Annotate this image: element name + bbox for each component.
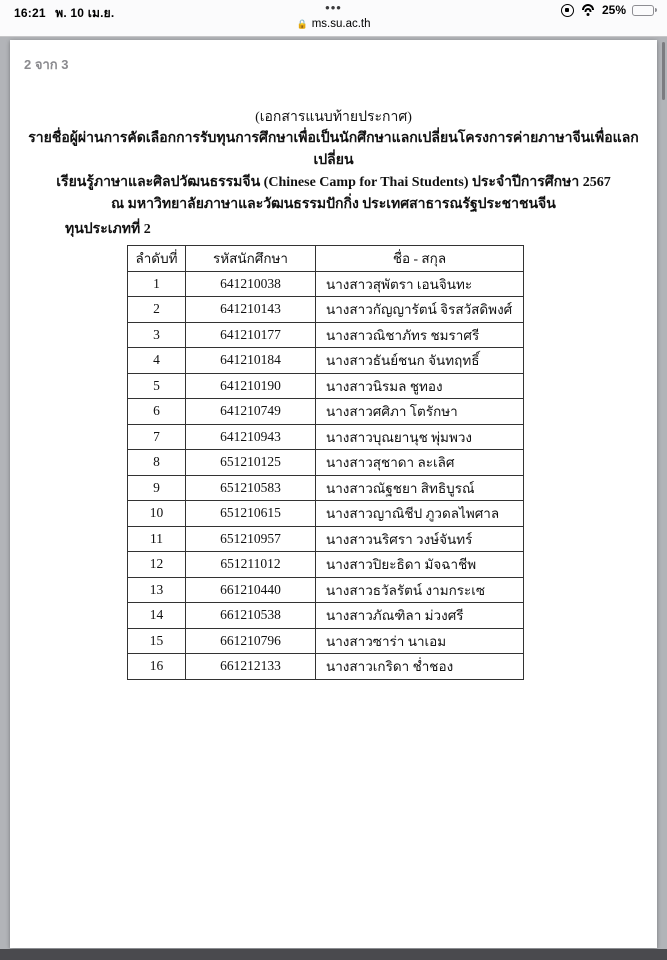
cell-student-id: 641210190	[186, 373, 316, 399]
table-row	[128, 399, 524, 425]
pdf-page	[10, 40, 657, 948]
rotation-lock-icon	[561, 4, 574, 17]
cell-name: นางสาวบุณยานุช พุ่มพวง	[316, 424, 524, 450]
scholarship-type-label: ทุนประเภทที่ 2	[65, 222, 151, 237]
table-header-row	[128, 246, 524, 272]
cell-name: นางสาวศศิภา โตรักษา	[316, 399, 524, 425]
cell-name: นางสาวสุพัตรา เอนจินทะ	[316, 271, 524, 297]
table-row	[128, 322, 524, 348]
table-row	[128, 654, 524, 680]
cell-student-id: 661210796	[186, 628, 316, 654]
table-row	[128, 628, 524, 654]
header-name: ชื่อ - สกุล	[316, 246, 524, 272]
cell-name: นางสาวธวัลรัตน์ งามกระเซ	[316, 577, 524, 603]
table-row	[128, 450, 524, 476]
cell-index: 5	[128, 373, 186, 399]
student-table	[127, 245, 524, 680]
cell-student-id: 651211012	[186, 552, 316, 578]
status-time: 16:21	[14, 6, 46, 20]
cell-student-id: 651210125	[186, 450, 316, 476]
cell-index: 10	[128, 501, 186, 527]
cell-index: 6	[128, 399, 186, 425]
cell-student-id: 641210177	[186, 322, 316, 348]
page-gap	[0, 949, 667, 960]
cell-name: นางสาวธันย์ชนก จันทฤทธิ์	[316, 348, 524, 374]
cell-index: 9	[128, 475, 186, 501]
cell-index: 7	[128, 424, 186, 450]
cell-student-id: 651210615	[186, 501, 316, 527]
cell-student-id: 641210749	[186, 399, 316, 425]
battery-icon	[632, 5, 657, 16]
header-index: ลำดับที่	[128, 246, 186, 272]
cell-index: 2	[128, 297, 186, 323]
table-row	[128, 297, 524, 323]
document-content	[10, 40, 657, 948]
cell-name: นางสาวณัฐชยา สิทธิบูรณ์	[316, 475, 524, 501]
cell-name: นางสาวกัญญารัตน์ จิรสวัสดิพงศ์	[316, 297, 524, 323]
table-row	[128, 603, 524, 629]
table-row	[128, 373, 524, 399]
cell-student-id: 651210583	[186, 475, 316, 501]
address-url: ms.su.ac.th	[311, 18, 371, 30]
cell-name: นางสาวเกริดา ช่ำชอง	[316, 654, 524, 680]
student-table-body	[128, 271, 524, 679]
cell-name: นางสาวญาณิชีป ภูวดลไพศาล	[316, 501, 524, 527]
cell-student-id: 661212133	[186, 654, 316, 680]
page-indicator: 2 จาก 3	[24, 57, 69, 72]
status-date: พ. 10 เม.ย.	[55, 6, 115, 20]
cell-student-id: 641210943	[186, 424, 316, 450]
cell-index: 16	[128, 654, 186, 680]
table-row	[128, 271, 524, 297]
cell-index: 12	[128, 552, 186, 578]
page-menu-button[interactable]: •••	[325, 0, 342, 15]
cell-student-id: 641210143	[186, 297, 316, 323]
cell-student-id: 661210538	[186, 603, 316, 629]
cell-student-id: 641210184	[186, 348, 316, 374]
pdf-viewport[interactable]	[0, 37, 667, 960]
lock-icon: 🔒	[296, 18, 308, 29]
scrollbar[interactable]	[662, 42, 665, 100]
battery-percent: 25%	[601, 3, 626, 17]
title-line-1: รายชื่อผู้ผ่านการคัดเลือกการรับทุนการศึกษาเพื่อเป็นนักศึกษาแลกเปลี่ยนโครงการค่ายภาษาจีนเพื่อแลกเปลี่ยน	[28, 131, 639, 168]
cell-index: 8	[128, 450, 186, 476]
table-row	[128, 552, 524, 578]
cell-name: นางสาวปิยะธิดา มัจฉาชีพ	[316, 552, 524, 578]
wifi-icon	[580, 4, 596, 16]
cell-student-id: 651210957	[186, 526, 316, 552]
cell-name: นางสาวนริศรา วงษ์จันทร์	[316, 526, 524, 552]
table-row	[128, 526, 524, 552]
status-icons	[561, 3, 657, 17]
status-time-date	[14, 4, 114, 23]
document-title	[10, 128, 657, 216]
cell-name: นางสาวภัณฑิลา ม่วงศรี	[316, 603, 524, 629]
cell-index: 14	[128, 603, 186, 629]
table-row	[128, 348, 524, 374]
annex-line: (เอกสารแนบท้ายประกาศ)	[255, 110, 412, 125]
cell-index: 15	[128, 628, 186, 654]
cell-index: 4	[128, 348, 186, 374]
title-line-3: ณ มหาวิทยาลัยภาษาและวัฒนธรรมปักกิ่ง ประเทศสาธารณรัฐประชาชนจีน	[111, 197, 556, 212]
cell-name: นางสาวณิชาภัทร ชมราศรี	[316, 322, 524, 348]
cell-name: นางสาวซาร่า นาเอม	[316, 628, 524, 654]
cell-index: 1	[128, 271, 186, 297]
browser-chrome	[0, 0, 667, 37]
cell-student-id: 641210038	[186, 271, 316, 297]
address-bar[interactable]	[296, 18, 370, 30]
table-row	[128, 424, 524, 450]
table-row	[128, 501, 524, 527]
cell-student-id: 661210440	[186, 577, 316, 603]
cell-index: 13	[128, 577, 186, 603]
title-line-2: เรียนรู้ภาษาและศิลปวัฒนธรรมจีน (Chinese Camp for Thai Students) ประจำปีการศึกษา 2567	[56, 175, 611, 190]
cell-name: นางสาวสุชาดา ละเลิศ	[316, 450, 524, 476]
cell-index: 11	[128, 526, 186, 552]
cell-name: นางสาวนิรมล ชูทอง	[316, 373, 524, 399]
table-row	[128, 475, 524, 501]
table-row	[128, 577, 524, 603]
header-student-id: รหัสนักศึกษา	[186, 246, 316, 272]
cell-index: 3	[128, 322, 186, 348]
